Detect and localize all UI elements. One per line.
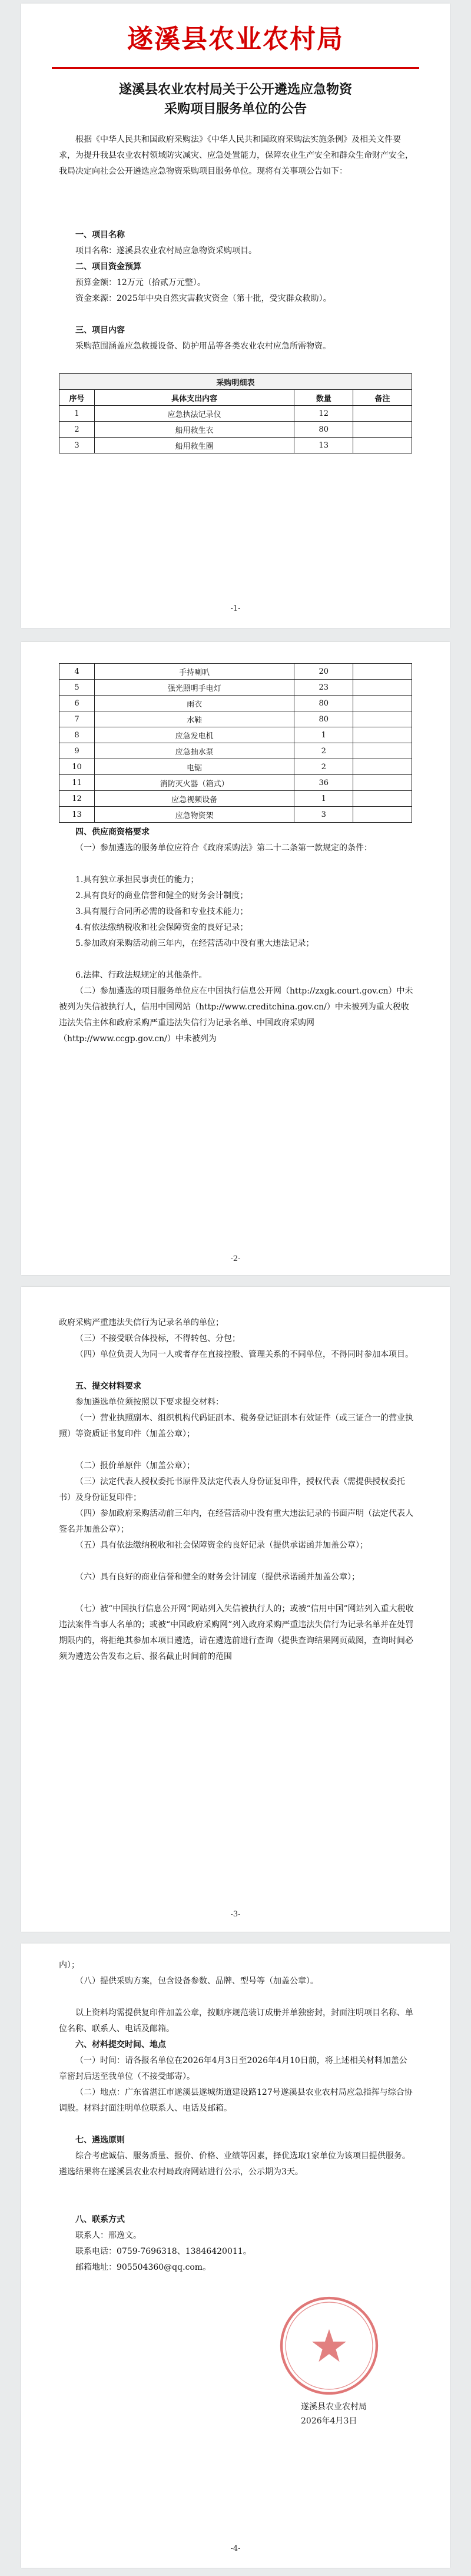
procurement-table-part-2 bbox=[59, 663, 412, 823]
official-seal-icon bbox=[277, 2294, 381, 2398]
row-item: 船用救生衣 bbox=[94, 422, 294, 438]
table-row bbox=[59, 664, 412, 680]
red-header-org-name: 遂溪县农业农村局 bbox=[127, 24, 344, 54]
page-number: -2- bbox=[230, 1254, 241, 1263]
section-heading-2: 二、项目资金预算 bbox=[75, 262, 141, 271]
row-quantity: 12 bbox=[294, 406, 353, 422]
page-number: -1- bbox=[230, 604, 241, 613]
table-row bbox=[59, 696, 412, 711]
row-item: 应急发电机 bbox=[94, 727, 294, 743]
signature-block bbox=[301, 2400, 367, 2428]
row-remark bbox=[353, 775, 412, 791]
row-index: 8 bbox=[59, 727, 95, 743]
row-quantity: 80 bbox=[294, 711, 353, 727]
page-number: -3- bbox=[230, 1910, 241, 1919]
contact-email: 邮箱地址：905504360@qq.com。 bbox=[75, 2263, 211, 2272]
document-page-1 bbox=[21, 4, 450, 628]
red-header-divider bbox=[52, 67, 419, 69]
column-header-remark: 备注 bbox=[353, 390, 412, 406]
table-row bbox=[59, 422, 412, 438]
table-header-row bbox=[59, 390, 412, 406]
row-remark bbox=[353, 743, 412, 759]
table-row bbox=[59, 743, 412, 759]
row-quantity: 1 bbox=[294, 791, 353, 807]
document-page-3 bbox=[21, 1287, 450, 1932]
contact-person: 联系人：邢逸文。 bbox=[75, 2231, 141, 2240]
row-quantity: 23 bbox=[294, 680, 353, 696]
project-name-text: 项目名称：遂溪县农业农村局应急物资采购项目。 bbox=[75, 246, 257, 256]
title-line-1: 遂溪县农业农村局关于公开遴选应急物资 bbox=[118, 82, 352, 97]
material-item-7: （七）被“中国执行信息公开网”网站列入失信被执行人的；或被“信用中国”网站列入重大税收违法案件当事人名单的；或被“中国政府采购网”列入政府采购严重违法失信行为记录名单并在处罚期限内的，将拒绝其参加本项目遴选，请在遴选前进行查询（提供查询结果网页截图，查询时间必须为遴选公告发布之后、报名截止时间前的范围 bbox=[59, 1604, 414, 1661]
title-line-2: 采购项目服务单位的公告 bbox=[164, 102, 307, 117]
row-quantity: 13 bbox=[294, 438, 353, 453]
row-remark bbox=[353, 696, 412, 711]
row-item: 应急执法记录仪 bbox=[94, 406, 294, 422]
page-number: -4- bbox=[230, 2544, 241, 2553]
qualification-item-3: 3.具有履行合同所必需的设备和专业技术能力； bbox=[75, 907, 248, 916]
row-quantity: 20 bbox=[294, 664, 353, 680]
announcement-title bbox=[45, 80, 426, 119]
row-index: 1 bbox=[59, 406, 95, 422]
project-content-text: 采购范围涵盖应急救援设备、防护用品等各类农业农村应急所需物资。 bbox=[75, 342, 331, 351]
qualification-item-2: 2.具有良好的商业信誉和健全的财务会计制度； bbox=[75, 891, 248, 900]
row-item: 应急抽水泵 bbox=[94, 743, 294, 759]
row-index: 4 bbox=[59, 664, 95, 680]
table-row bbox=[59, 775, 412, 791]
contact-phone: 联系电话：0759-7696318、13846420011。 bbox=[75, 2247, 251, 2256]
table-row bbox=[59, 438, 412, 453]
column-header-quantity: 数量 bbox=[294, 390, 353, 406]
row-item: 应急物资架 bbox=[94, 807, 294, 823]
table-row bbox=[59, 759, 412, 775]
qualification-item-5: 5.参加政府采购活动前三年内，在经营活动中没有重大违法记录； bbox=[75, 939, 314, 948]
submission-place: （二）地点：广东省湛江市遂溪县遂城街道建设路127号遂溪县农业农村局应急指挥与综合协调股。材料封面注明单位联系人、电话及邮箱。 bbox=[59, 2088, 413, 2113]
section-heading-5: 五、提交材料要求 bbox=[75, 1382, 141, 1391]
table-caption: 采购明细表 bbox=[59, 374, 412, 390]
row-quantity: 2 bbox=[294, 743, 353, 759]
procurement-table-part-1 bbox=[59, 373, 412, 453]
row-quantity: 2 bbox=[294, 759, 353, 775]
document-page-2 bbox=[21, 642, 450, 1275]
row-index: 12 bbox=[59, 791, 95, 807]
issuing-organization: 遂溪县农业农村局 bbox=[301, 2402, 367, 2412]
section-heading-1: 一、项目名称 bbox=[75, 230, 125, 240]
issue-date: 2026年4月3日 bbox=[301, 2416, 357, 2426]
budget-text: 预算金额：12万元（拾贰万元整）。 bbox=[75, 278, 205, 287]
row-item: 水鞋 bbox=[94, 711, 294, 727]
row-item: 电锯 bbox=[94, 759, 294, 775]
table-row bbox=[59, 791, 412, 807]
row-quantity: 36 bbox=[294, 775, 353, 791]
row-index: 10 bbox=[59, 759, 95, 775]
intro-paragraph: 根据《中华人民共和国政府采购法》《中华人民共和国政府采购法实施条例》及相关文件要求，为提升我县农业农村领域防灾减灾、应急处置能力，保障农业生产安全和群众生命财产安全，我局决定向社会公开遴选应急物资采购项目服务单位。现将有关事项公告如下： bbox=[59, 135, 413, 176]
continued-text: 内）； bbox=[59, 1961, 79, 1970]
material-item-5: （五）具有依法缴纳税收和社会保障资金的良好记录（提供承诺函并加盖公章）； bbox=[75, 1541, 368, 1550]
row-remark bbox=[353, 759, 412, 775]
table-row bbox=[59, 807, 412, 823]
document-page-4 bbox=[21, 1943, 450, 2568]
material-item-8: （八）提供采购方案，包含设备参数、品牌、型号等（加盖公章）。 bbox=[75, 1976, 319, 1986]
material-item-3: （三）法定代表人授权委托书原件及法定代表人身份证复印件，授权代表（需提供授权委托书）及身份证复印件； bbox=[59, 1477, 405, 1502]
row-index: 6 bbox=[59, 696, 95, 711]
row-index: 11 bbox=[59, 775, 95, 791]
row-item: 手持喇叭 bbox=[94, 664, 294, 680]
material-item-4: （四）参加政府采购活动前三年内，在经营活动中没有重大违法记录的书面声明（法定代表人签名并加盖公章）； bbox=[59, 1509, 413, 1534]
table-row bbox=[59, 406, 412, 422]
row-index: 2 bbox=[59, 422, 95, 438]
qualification-item-4: 4.有依法缴纳税收和社会保障资金的良好记录； bbox=[75, 923, 248, 932]
consortium-rule: （三）不接受联合体投标，不得转包、分包； bbox=[75, 1334, 240, 1343]
selection-principle: 综合考虑诚信、服务质量、报价、价格、业绩等因素，择优选取1家单位为该项目提供服务。遴选结果将在遂溪县农业农村局政府网站进行公示，公示期为3天。 bbox=[59, 2151, 410, 2177]
row-remark bbox=[353, 807, 412, 823]
section-heading-7: 七、遴选原则 bbox=[75, 2135, 125, 2145]
submission-time: （一）时间：请各报名单位在2026年4月3日至2026年4月10日前，将上述相关材料加盖公章密封后送至我单位（不接受邮寄）。 bbox=[59, 2056, 407, 2081]
section-heading-3: 三、项目内容 bbox=[75, 326, 125, 335]
section-heading-6: 六、材料提交时间、地点 bbox=[75, 2040, 166, 2049]
row-index: 7 bbox=[59, 711, 95, 727]
row-remark bbox=[353, 664, 412, 680]
row-remark bbox=[353, 791, 412, 807]
material-item-6: （六）具有良好的商业信誉和健全的财务会计制度（提供承诺函并加盖公章）； bbox=[75, 1572, 360, 1582]
table-row bbox=[59, 727, 412, 743]
qualification-item-1: 1.具有独立承担民事责任的能力； bbox=[75, 875, 199, 885]
section-heading-4: 四、供应商资格要求 bbox=[75, 827, 150, 837]
column-header-item: 具体支出内容 bbox=[94, 390, 294, 406]
material-item-2: （二）报价单原件（加盖公章）； bbox=[75, 1461, 195, 1471]
row-item: 消防灭火器（箱式） bbox=[94, 775, 294, 791]
row-remark bbox=[353, 727, 412, 743]
row-remark bbox=[353, 438, 412, 453]
row-remark bbox=[353, 711, 412, 727]
row-remark bbox=[353, 422, 412, 438]
continued-text: 政府采购严重违法失信行为记录名单的单位； bbox=[59, 1318, 224, 1327]
section-heading-8: 八、联系方式 bbox=[75, 2215, 125, 2224]
row-item: 雨衣 bbox=[94, 696, 294, 711]
credit-requirement-paragraph: （二）参加遴选的项目服务单位应在中国执行信息公开网（http://zxgk.court.gov.cn）中未被列为失信被执行人，信用中国网站（http://www.creditchina.gov.cn/）中未被列为重大税收违法失信主体和政府采购严重违法失信行为记录名单、中国政府采购网（http://www.ccgp.gov.cn/）中未被列为 bbox=[59, 986, 413, 1044]
related-party-rule: （四）单位负责人为同一人或者存在直接控股、管理关系的不同单位，不得同时参加本项目。 bbox=[75, 1350, 413, 1359]
row-item: 应急视频设备 bbox=[94, 791, 294, 807]
row-remark bbox=[353, 406, 412, 422]
material-item-1: （一）营业执照副本、组织机构代码证副本、税务登记证副本有效证件（或三证合一的营业执照）等资质证书复印件（加盖公章）； bbox=[59, 1413, 413, 1439]
column-header-index: 序号 bbox=[59, 390, 95, 406]
binding-instructions: 以上资料均需提供复印件加盖公章，按顺序规范装订成册并单独密封，封面注明项目名称、单位名称、联系人、电话及邮箱。 bbox=[59, 2008, 413, 2034]
row-quantity: 80 bbox=[294, 696, 353, 711]
row-remark bbox=[353, 680, 412, 696]
row-quantity: 3 bbox=[294, 807, 353, 823]
qualification-intro: （一）参加遴选的服务单位应符合《政府采购法》第二十二条第一款规定的条件： bbox=[75, 843, 372, 853]
qualification-item-6: 6.法律、行政法规规定的其他条件。 bbox=[75, 971, 207, 980]
row-index: 9 bbox=[59, 743, 95, 759]
row-index: 5 bbox=[59, 680, 95, 696]
row-item: 强光照明手电灯 bbox=[94, 680, 294, 696]
row-index: 13 bbox=[59, 807, 95, 823]
table-row bbox=[59, 680, 412, 696]
row-item: 船用救生圈 bbox=[94, 438, 294, 453]
row-quantity: 80 bbox=[294, 422, 353, 438]
row-quantity: 1 bbox=[294, 727, 353, 743]
table-row bbox=[59, 711, 412, 727]
materials-intro: 参加遴选单位须按照以下要求提交材料： bbox=[75, 1398, 224, 1407]
row-index: 3 bbox=[59, 438, 95, 453]
funding-source-text: 资金来源：2025年中央自然灾害救灾资金（第十批，受灾群众救助）。 bbox=[75, 294, 331, 303]
